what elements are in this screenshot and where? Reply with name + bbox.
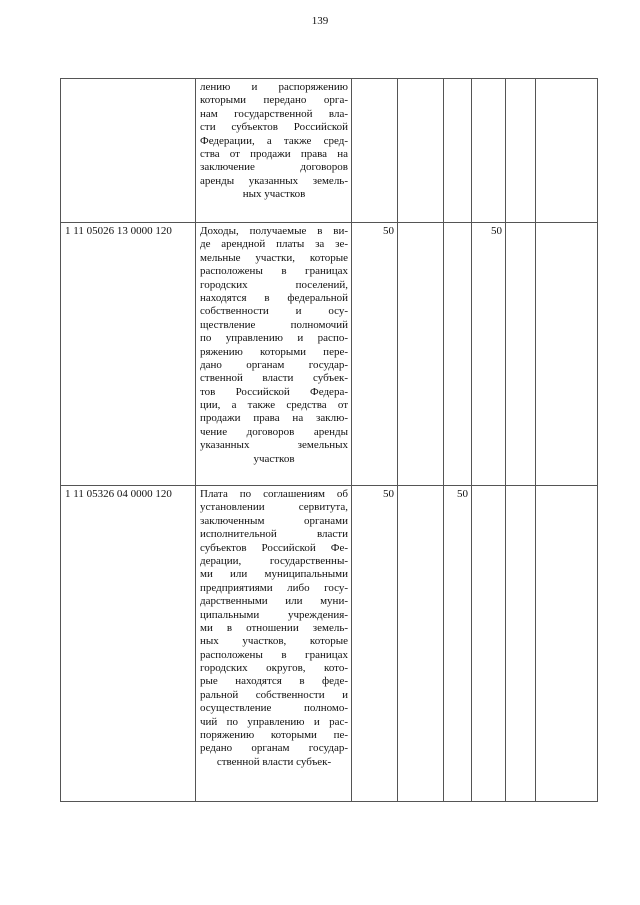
amount-cell-6 (536, 486, 598, 802)
description-line: де арендной платы за зе- (200, 238, 348, 251)
description-line: Плата по соглашениям об (200, 488, 348, 500)
budget-code-cell: 1 11 05026 13 0000 120 (61, 223, 196, 486)
description-line: которыми передано орга- (200, 94, 348, 107)
description-line: Доходы, получаемые в ви- (200, 225, 348, 237)
description-line: участков (253, 452, 295, 465)
description-line: ственной власти субъек- (200, 372, 348, 385)
description-line: мельные участки, которые (200, 251, 348, 264)
description-line: чение договоров аренды (200, 425, 348, 438)
amount-cell-6 (536, 79, 598, 223)
description-line: лению и распоряжению (200, 81, 348, 93)
description-cell (196, 79, 352, 223)
table-row (61, 79, 598, 223)
budget-code-cell: 1 11 05326 04 0000 120 (61, 486, 196, 802)
description-line: аренды указанных земель- (200, 174, 348, 187)
amount-cell-5 (506, 79, 536, 223)
amount-cell-5 (506, 223, 536, 486)
description-line: собственности и осу- (200, 305, 348, 318)
description-line: ми или муниципальными (200, 568, 348, 581)
description-line: ципальными учреждения- (200, 608, 348, 621)
description-line: расположены в границах (200, 648, 348, 661)
description-line: расположены в границах (200, 265, 348, 278)
description-line: находятся в федеральной (200, 291, 348, 304)
amount-cell-3: 50 (444, 486, 472, 802)
description-line: указанных земельных (200, 439, 348, 452)
amount-cell-2 (398, 486, 444, 802)
description-line: поряжению которыми пе- (200, 729, 348, 742)
description-line: субъектов Российской Фе- (200, 541, 348, 554)
description-line: редано органам государ- (200, 742, 348, 755)
description-line: по управлению и распо- (200, 332, 348, 345)
description-cell (196, 223, 352, 486)
description-line: ществление полномочий (200, 318, 348, 331)
amount-cell-6 (536, 223, 598, 486)
amount-cell-1 (352, 79, 398, 223)
description-line: чий по управлению и рас- (200, 715, 348, 728)
description-line: тов Российской Федера- (200, 385, 348, 398)
description-line: заключенным органами (200, 514, 348, 527)
description-line: ных участков (242, 188, 306, 201)
amount-cell-2 (398, 223, 444, 486)
description-line: городских округов, кото- (200, 662, 348, 675)
description-line: ства от продажи права на (200, 147, 348, 160)
amount-cell-1: 50 (352, 223, 398, 486)
description-line: ных участков, которые (200, 635, 348, 648)
description-line: ряжению которыми пере- (200, 345, 348, 358)
description-line: сти субъектов Российской (200, 121, 348, 134)
description-line: ральной собственности и (200, 688, 348, 701)
description-line: заключение договоров (200, 161, 348, 174)
budget-table (60, 78, 598, 802)
description-line: осуществление полномо- (200, 702, 348, 715)
description-line: продажи права на заклю- (200, 412, 348, 425)
description-cell (196, 486, 352, 802)
table-body (61, 79, 598, 802)
description-line: исполнительной власти (200, 528, 348, 541)
description-line: предприятиями либо госу- (200, 581, 348, 594)
table-row (61, 223, 598, 486)
description-line: установлении сервитута, (200, 501, 348, 514)
amount-cell-4: 50 (472, 223, 506, 486)
amount-cell-4 (472, 79, 506, 223)
amount-cell-2 (398, 79, 444, 223)
description-line: городских поселений, (200, 278, 348, 291)
amount-cell-5 (506, 486, 536, 802)
description-line: рые находятся в феде- (200, 675, 348, 688)
description-line: дерации, государственны- (200, 554, 348, 567)
description-line: нам государственной вла- (200, 107, 348, 120)
description-line: ственной власти субъек- (216, 755, 332, 768)
budget-code-cell (61, 79, 196, 223)
amount-cell-3 (444, 223, 472, 486)
amount-cell-4 (472, 486, 506, 802)
table-row (61, 486, 598, 802)
amount-cell-3 (444, 79, 472, 223)
description-line: Федерации, а также сред- (200, 134, 348, 147)
page-number: 139 (311, 15, 329, 27)
description-line: дарственными или муни- (200, 595, 348, 608)
description-line: ми в отношении земель- (200, 621, 348, 634)
description-line: ции, а также средства от (200, 399, 348, 412)
amount-cell-1: 50 (352, 486, 398, 802)
description-line: дано органам государ- (200, 358, 348, 371)
